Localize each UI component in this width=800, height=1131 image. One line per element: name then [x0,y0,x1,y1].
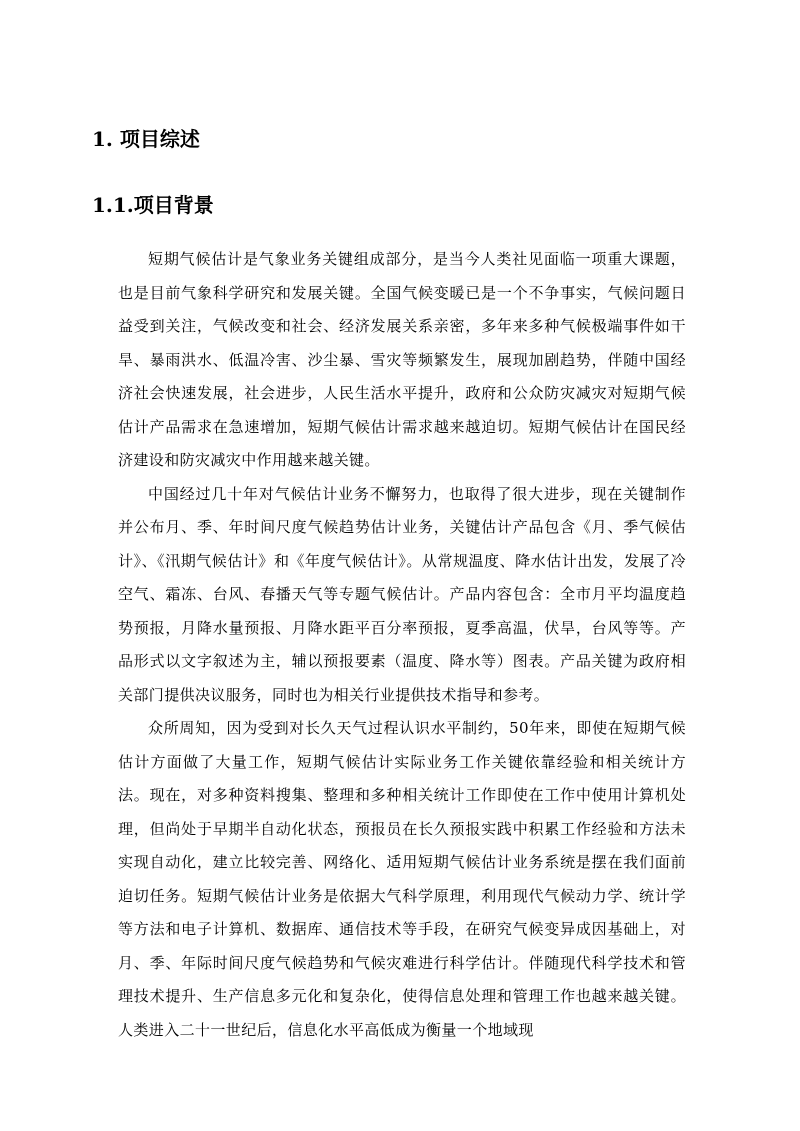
body-text [118,243,686,1047]
section-heading: 1. 项目综述 [92,127,200,151]
paragraph: 中国经过几十年对气候估计业务不懈努力，也取得了很大进步，现在关键制作并公布月、季、年时间尺度气候趋势估计业务，关键估计产品包含《月、季气候估计》、《汛期气候估计》和《年度气候估计》。从常规温度、降水估计出发，发展了冷空气、霜冻、台风、春播天气等专题气候估计。产品内容包含：全市月平均温度趋势预报，月降水量预报、月降水距平百分率预报，夏季高温，伏旱，台风等等。产品形式以文字叙述为主，辅以预报要素（温度、降水等）图表。产品关键为政府相关部门提供决议服务，同时也为相关行业提供技术指导和参考。 [118,484,686,704]
paragraph: 短期气候估计是气象业务关键组成部分，是当今人类社见面临一项重大课题，也是目前气象科学研究和发展关键。全国气候变暖已是一个不争事实，气候问题日益受到关注，气候改变和社会、经济发展关系亲密，多年来多种气候极端事件如干旱、暴雨洪水、低温冷害、沙尘暴、雪灾等频繁发生，展现加剧趋势，伴随中国经济社会快速发展，社会进步，人民生活水平提升，政府和公众防灾减灾对短期气候估计产品需求在急速增加，短期气候估计需求越来越迫切。短期气候估计在国民经济建设和防灾减灾中作用越来越关键。 [118,250,686,469]
subsection-heading: 1.1.项目背景 [92,193,214,217]
paragraph: 众所周知，因为受到对长久天气过程认识水平制约，50年来，即使在短期气候估计方面做了大量工作，短期气候估计实际业务工作关键依靠经验和相关统计方法。现在，对多种资料搜集、整理和多种相关统计工作即使在工作中使用计算机处理，但尚处于早期半自动化状态，预报员在长久预报实践中积累工作经验和方法未实现自动化，建立比较完善、网络化、适用短期气候估计业务系统是摆在我们面前迫切任务。短期气候估计业务是依据大气科学原理，利用现代气候动力学、统计学等方法和电子计算机、数据库、通信技术等手段，在研究气候变异成因基础上，对月、季、年际时间尺度气候趋势和气候灾难进行科学估计。伴随现代科学技术和管理技术提升、生产信息多元化和复杂化，使得信息处理和管理工作也越来越关键。人类进入二十一世纪后，信息化水平高低成为衡量一个地域现 [118,719,686,1039]
